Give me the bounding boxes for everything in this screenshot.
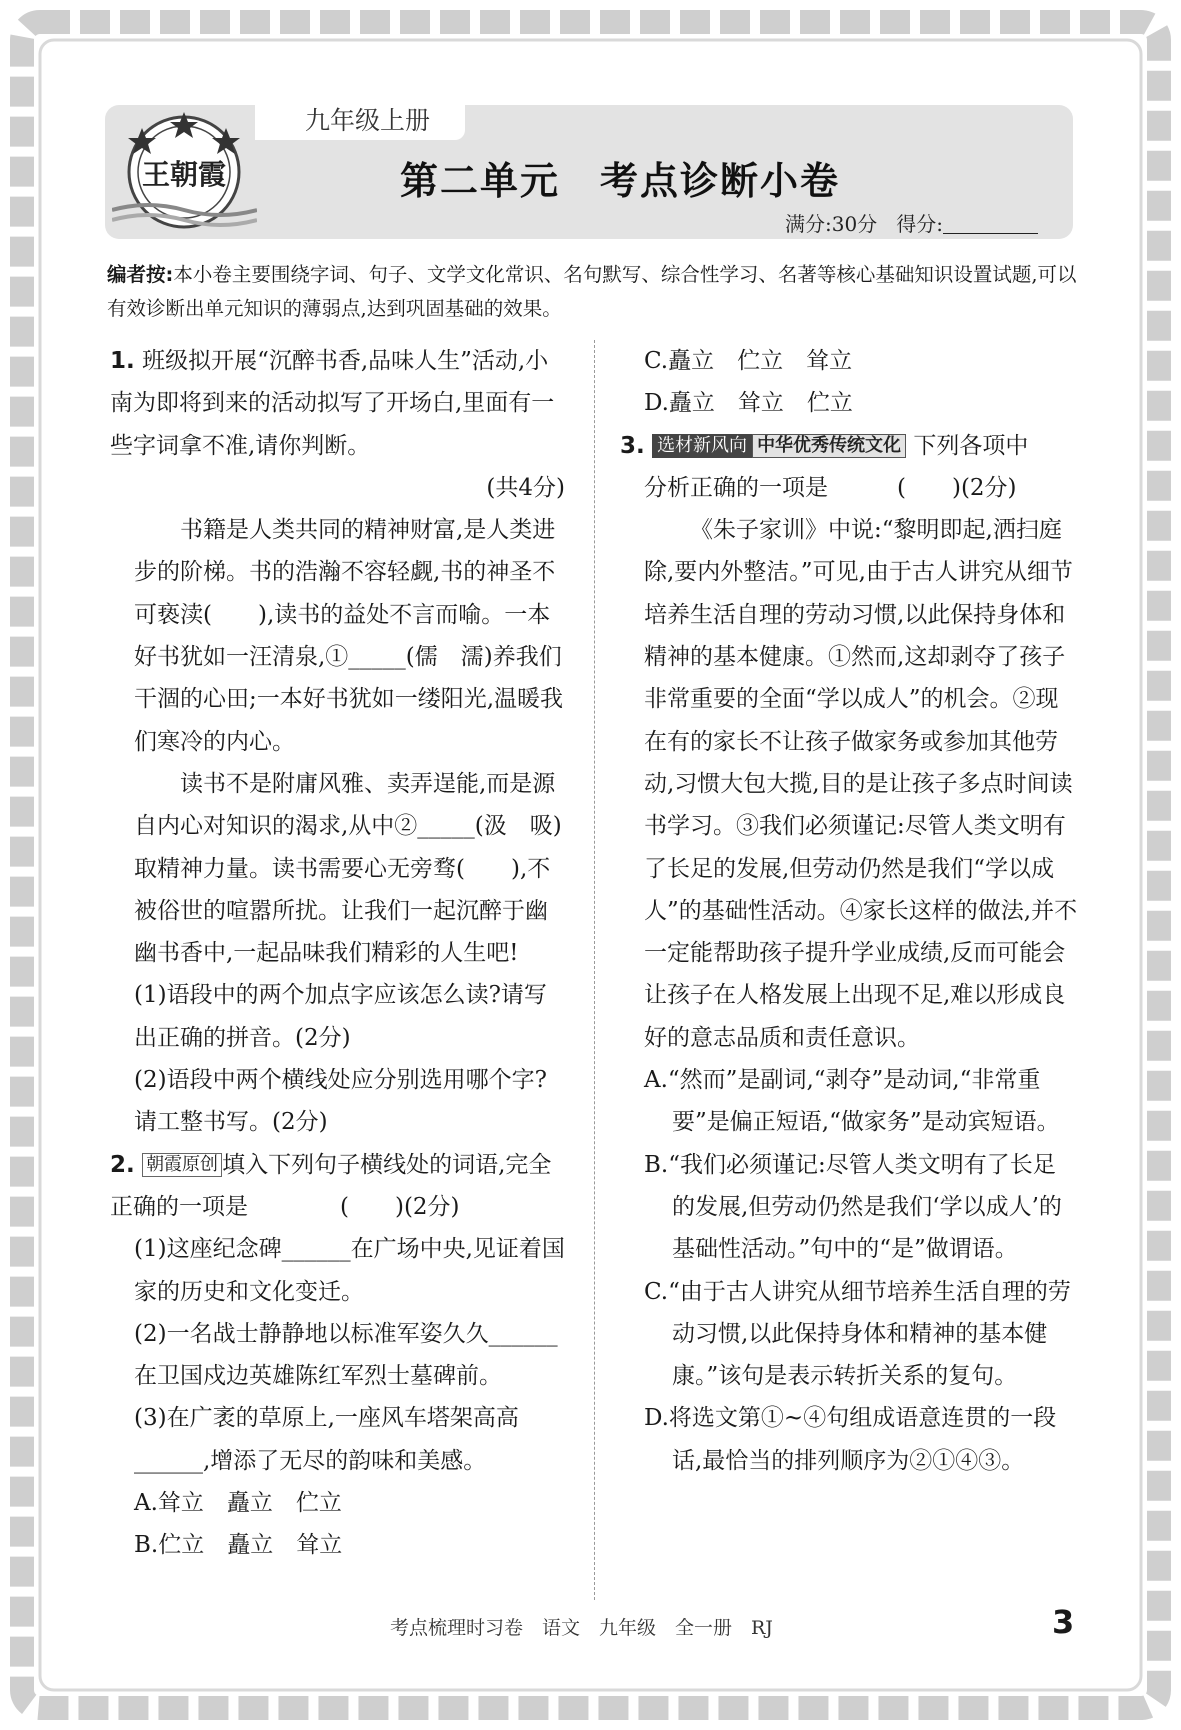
q3-tag-culture: 中华优秀传统文化 xyxy=(752,434,906,458)
page-number: 3 xyxy=(1052,1603,1075,1641)
grade-label: 九年级上册 xyxy=(305,106,431,135)
page-title: 第二单元 考点诊断小卷 xyxy=(400,159,841,203)
q3-option-a[interactable]: A.“然而”是副词,“剥夺”是动词,“非常重要”是偏正短语,“做家务”是动宾短语。 xyxy=(644,1067,1060,1136)
q1-passage-2: 读书不是附庸风雅、卖弄逞能,而是源自内心对知识的渴求,从中②_____(汲 吸)取精神力量。读书需要心无旁骛( ),不被俗世的喧嚣所扰。让我们一起沉醉于幽幽书香中,一起品味我们精彩的人生吧! xyxy=(134,770,562,967)
q2-tag: 朝霞原创 xyxy=(142,1153,222,1177)
score-area xyxy=(785,208,1038,237)
q2-number: 2. xyxy=(110,1151,135,1178)
left-column xyxy=(110,340,565,1567)
brand-logo xyxy=(112,110,257,235)
q2-option-d[interactable]: D.矗立 耸立 伫立 xyxy=(644,390,853,417)
q3-tag-new-trend: 选材新风向 xyxy=(652,434,752,458)
q3-stem: 3. 选材新风向 中华优秀传统文化 下列各项中 xyxy=(620,432,1029,459)
q3-stem-2: 分析正确的一项是 ( )(2分) xyxy=(644,474,1017,501)
q2-sentence-1: (1)这座纪念碑______在广场中央,见证着国家的历史和文化变迁。 xyxy=(134,1236,565,1305)
q2-option-a[interactable]: A.耸立 矗立 伫立 xyxy=(134,1490,342,1517)
q3-number: 3. xyxy=(620,432,645,459)
q1-sub-1: (1)语段中的两个加点字应该怎么读?请写出正确的拼音。(2分) xyxy=(134,982,547,1051)
q2-option-c[interactable]: C.矗立 伫立 耸立 xyxy=(644,348,853,374)
q2-sentence-2: (2)一名战士静静地以标准军姿久久______在卫国戍边英雄陈红军烈士墓碑前。 xyxy=(134,1320,558,1390)
q3-option-b[interactable]: B.“我们必须谨记:尽管人类文明有了长足的发展,但劳动仍然是我们‘学以成人’的基础性活动。”句中的“是”做谓语。 xyxy=(644,1151,1062,1263)
right-column xyxy=(620,340,1078,1482)
q1-points: (共4分) xyxy=(486,474,565,501)
q3-passage: 《朱子家训》中说:“黎明即起,洒扫庭除,要内外整洁。”可见,由于古人讲究从细节培养生活自理的劳动习惯,以此保持身体和精神的基本健康。①然而,这却剥夺了孩子非常重要的全面“学以成人”的机会。②现在有的家长不让孩子做家务或参加其他劳动,习惯大包大揽,目的是让孩子多点时间读书学习。③我们必须谨记:尽管人类文明有了长足的发展,但劳动仍然是我们“学以成人”的基础性活动。④家长这样的做法,并不一定能帮助孩子提升学业成绩,反而可能会让孩子在人格发展上出现不足,难以形成良好的意志品质和责任意识。 xyxy=(644,517,1078,1051)
q3-option-c[interactable]: C.“由于古人讲究从细节培养生活自理的劳动习惯,以此保持身体和精神的基本健康。”该句是表示转折关系的复句。 xyxy=(644,1278,1071,1390)
q2-stem: 2. 朝霞原创 填入下列句子横线处的词语,完全正确的一项是 ( )(2分) xyxy=(110,1151,552,1220)
q1-passage-1: 书籍是人类共同的精神财富,是人类进步的阶梯。书的浩瀚不容轻觑,书的神圣不可亵渎( ),读书的益处不言而喻。一本好书犹如一汪清泉,①_____(儒 濡)养我们干涸的心田;一本好书犹如一缕阳光,温暖我们寒冷的内心。 xyxy=(134,517,564,755)
editor-note-text: 本小卷主要围绕字词、句子、文学文化常识、名句默写、综合性学习、名著等核心基础知识设置试题,可以有效诊断出单元知识的薄弱点,达到巩固基础的效果。 xyxy=(107,263,1077,320)
q1-number: 1. xyxy=(110,348,135,374)
editor-note-label: 编者按: xyxy=(107,263,174,286)
q2-option-b[interactable]: B.伫立 矗立 耸立 xyxy=(134,1532,343,1559)
score-label: 得分: xyxy=(896,212,944,236)
full-score: 满分:30分 xyxy=(785,212,878,236)
footer-text: 考点梳理时习卷 语文 九年级 全一册 RJ xyxy=(390,1617,773,1639)
editor-note xyxy=(107,258,1077,326)
score-blank[interactable] xyxy=(943,213,1038,234)
q2-sentence-3: (3)在广袤的草原上,一座风车塔架高高______,增添了无尽的韵味和美感。 xyxy=(134,1405,519,1474)
q1-stem: 1. 班级拟开展“沉醉书香,品味人生”活动,小南为即将到来的活动拟写了开场白,里面有一些字词拿不准,请你判断。 xyxy=(110,348,555,459)
q1-sub-2: (2)语段中两个横线处应分别选用哪个字?请工整书写。(2分) xyxy=(134,1067,547,1136)
column-divider xyxy=(594,340,595,1600)
q3-option-d[interactable]: D.将选文第①~④句组成语意连贯的一段话,最恰当的排列顺序为②①④③。 xyxy=(644,1405,1057,1474)
svg-text:王朝霞: 王朝霞 xyxy=(141,158,227,191)
